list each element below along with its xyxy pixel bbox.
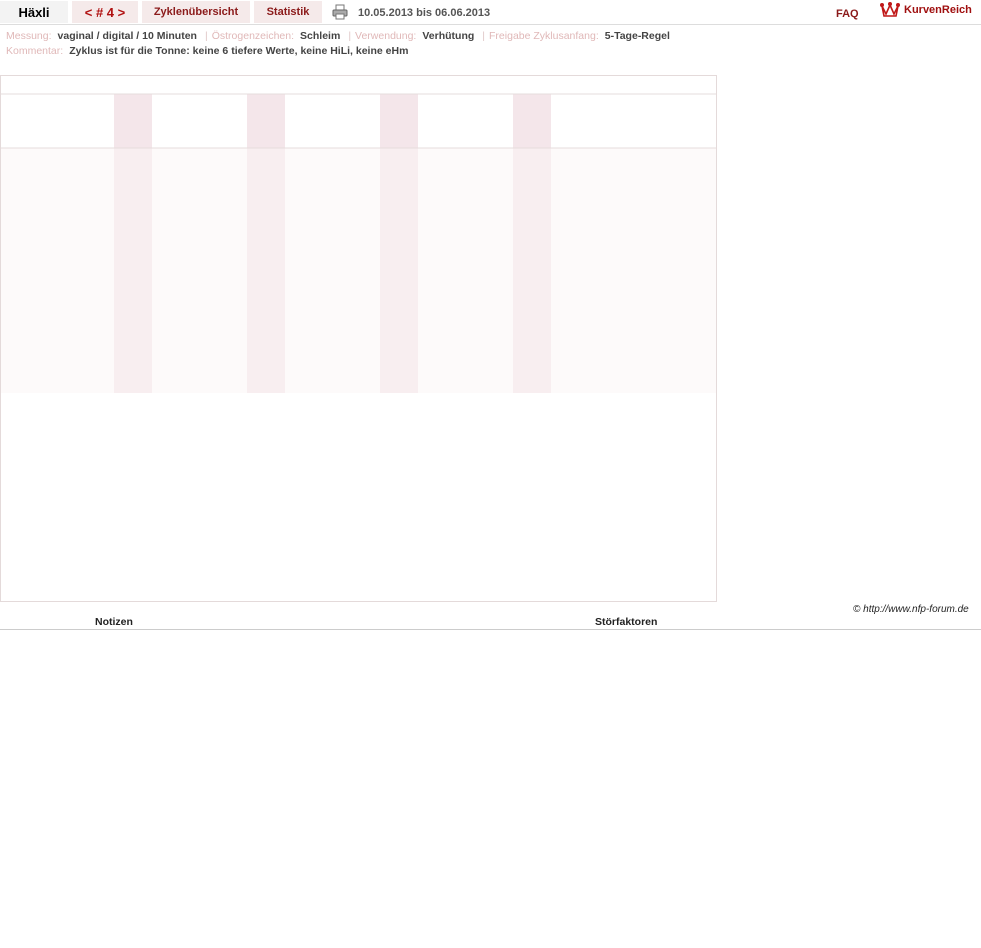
crown-icon [880,2,900,18]
verwendung-label: Verwendung: [355,30,417,42]
top-bar [0,0,981,25]
oestrogen-value: Schleim [300,30,341,42]
verwendung-value: Verhütung [422,30,475,42]
notes-header-stoer: Störfaktoren [595,616,658,628]
comment-info [6,45,412,57]
date-range: 10.05.2013 bis 06.06.2013 [358,7,491,19]
notes-header [0,615,981,630]
statistics-link[interactable]: Statistik [254,1,322,23]
notes-header-notes: Notizen [95,616,133,628]
kommentar-value: Zyklus ist für die Tonne: keine 6 tiefere Werte, keine HiLi, keine eHm [69,45,409,57]
faq-link[interactable]: FAQ [836,8,859,20]
cycle-chart [0,75,717,602]
logo-text: KurvenReich [904,4,972,16]
cycle-chart-svg [1,76,716,601]
measurement-info: Messung: vaginal / digital / 10 Minuten | Östrogenzeichen: Schleim | Verwendung: Verhütung | Freigabe Zyklusanfang: 5-Tage-Regel [6,30,670,42]
credit: © http://www.nfp-forum.de [853,604,969,615]
oestrogen-label: Östrogenzeichen: [211,30,295,42]
freigabe-value: 5-Tage-Regel [604,30,670,42]
messung-value: vaginal / digital / 10 Minuten [57,30,197,42]
cycle-overview-link[interactable]: Zyklenübersicht [142,1,250,23]
kommentar-label: Kommentar: [6,45,64,57]
printer-icon[interactable] [332,4,348,20]
cycle-navigator[interactable]: < # 4 > [72,1,138,23]
messung-label: Messung: [6,30,52,42]
plot-area-bg [1,148,716,393]
freigabe-label: Freigabe Zyklusanfang: [489,30,599,42]
logo[interactable] [880,2,972,18]
user-title: Häxli [0,1,68,23]
